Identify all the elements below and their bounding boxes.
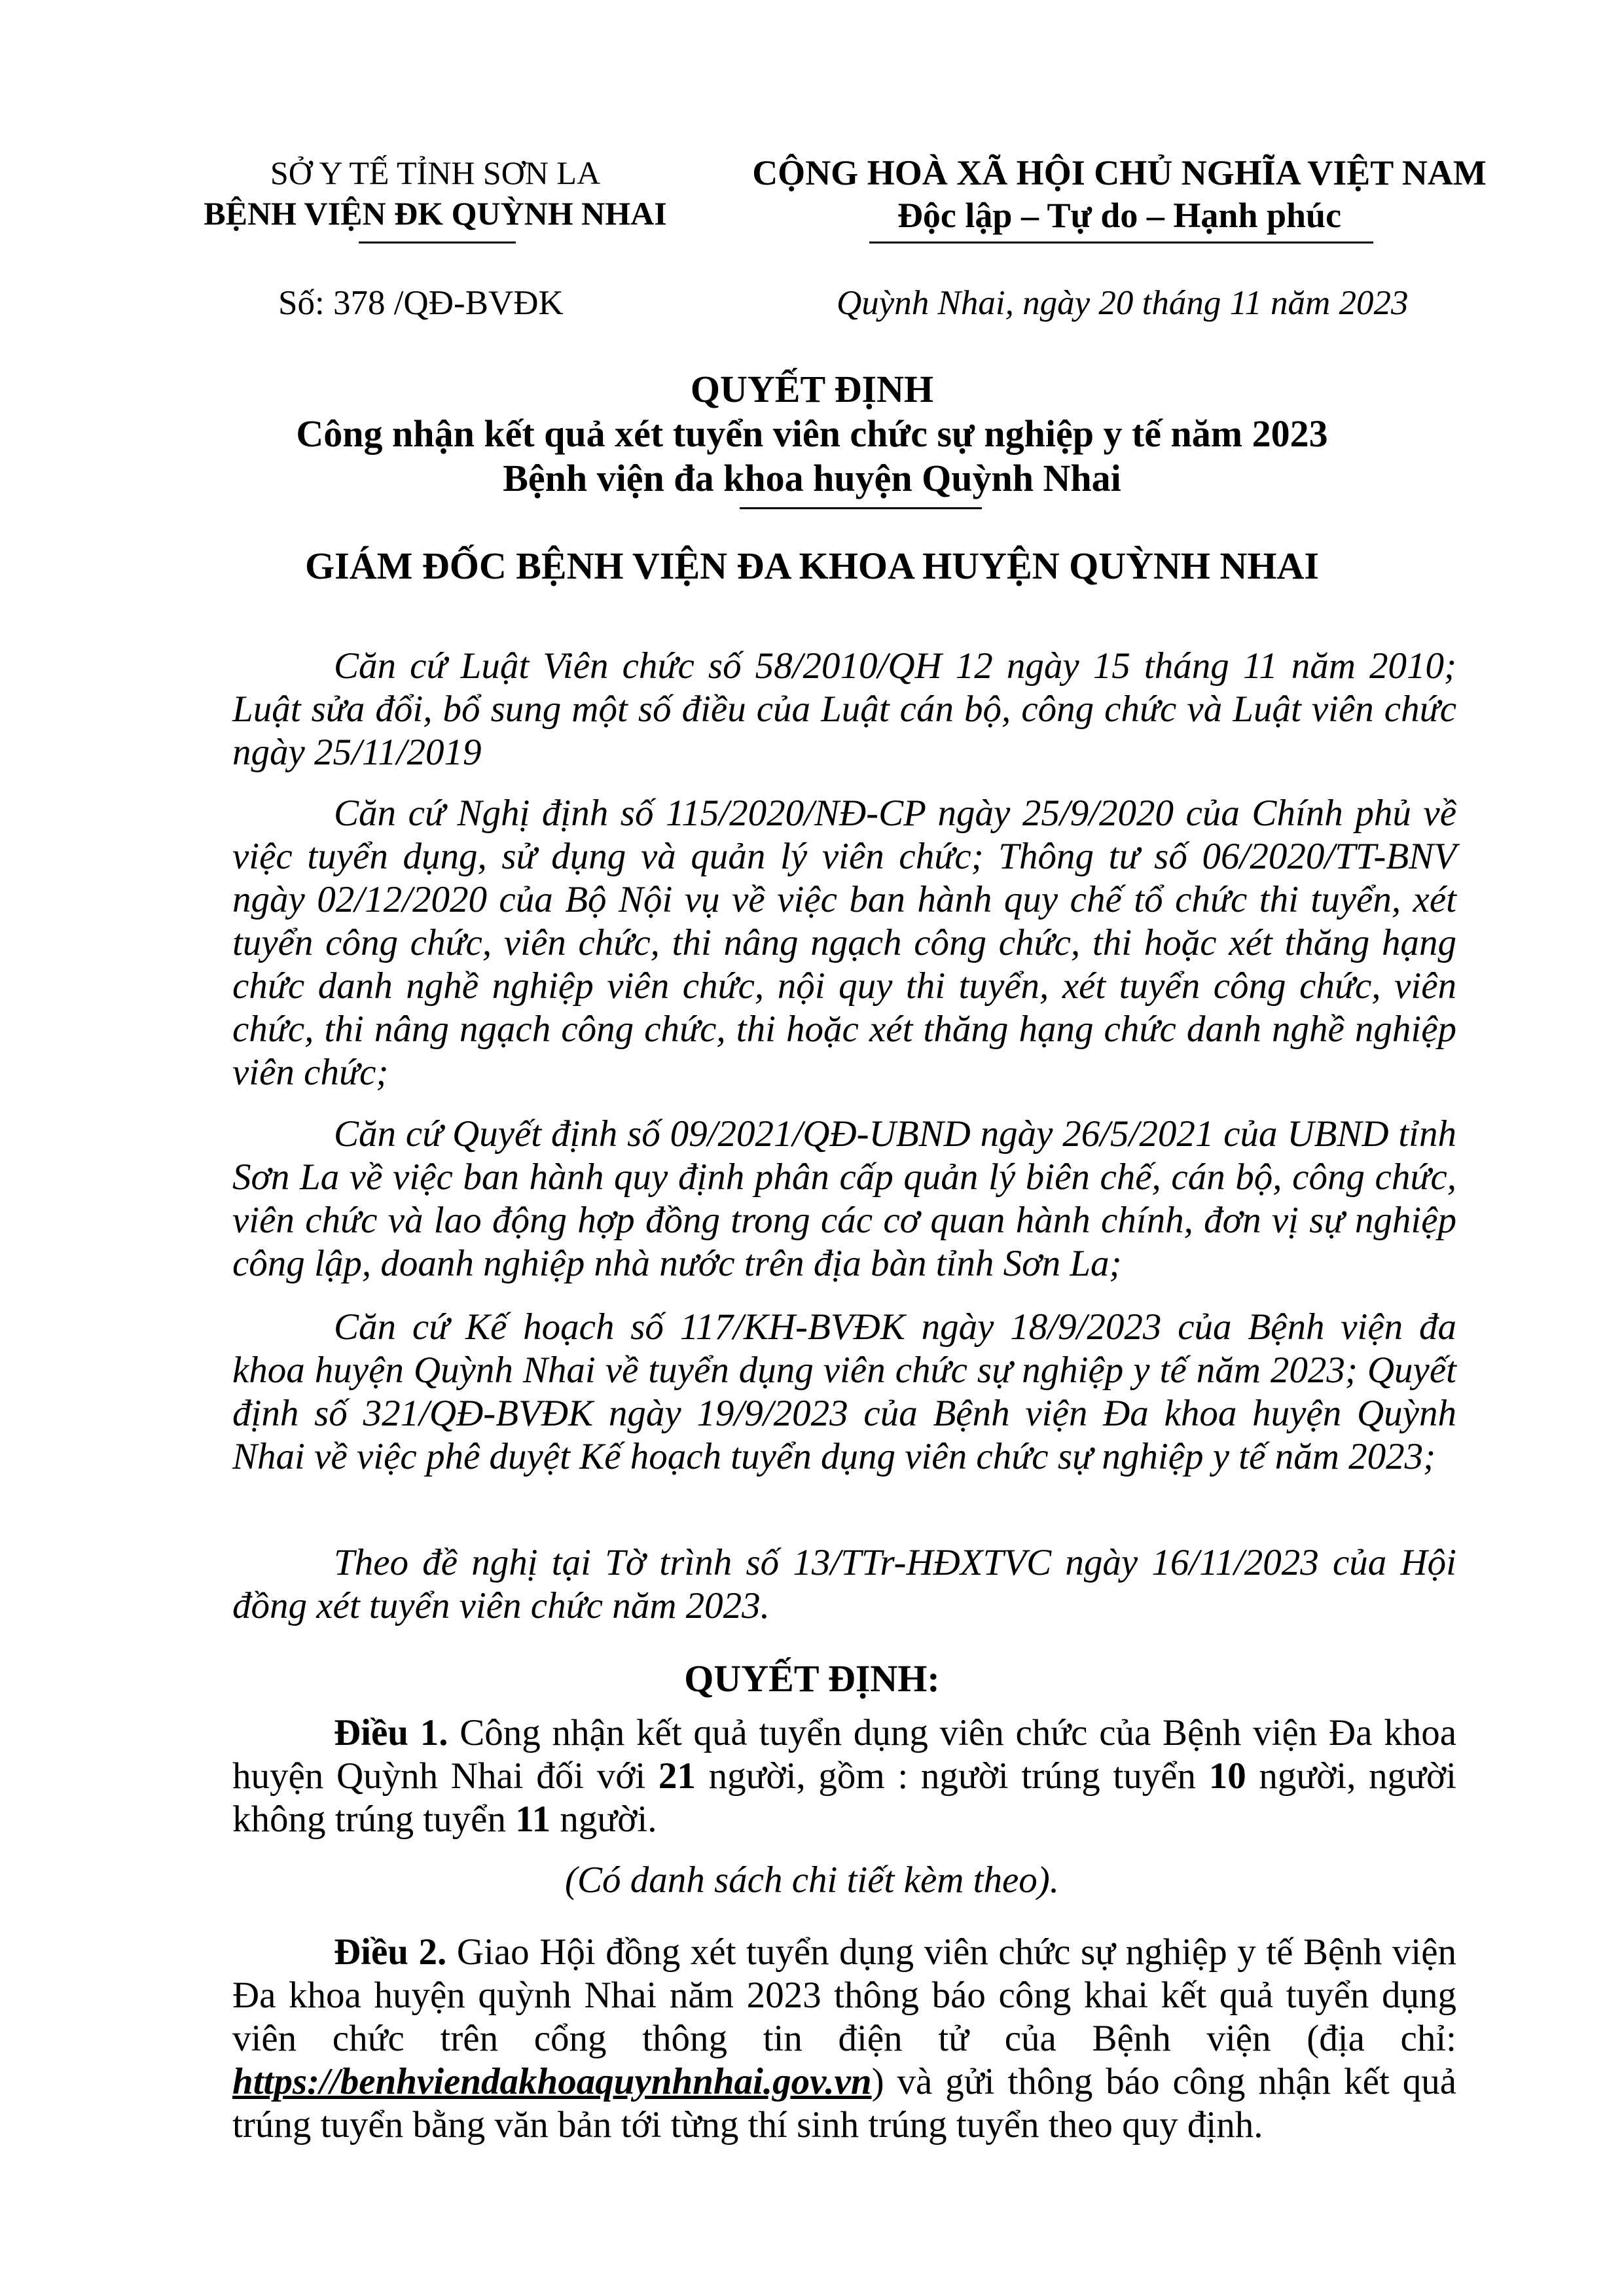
- article-2-text: Giao Hội đồng xét tuyển dụng viên chức sự nghiệp y tế Bệnh viện Đa khoa huyện quỳnh Nhai năm 2023 thông báo công khai kết quả tuyển dụng viên chức trên cổng thông tin điện tử của Bệnh viện (địa chỉ:: [232, 1931, 1457, 2059]
- agency-name: SỞ Y TẾ TỈNH SƠN LA: [270, 154, 601, 191]
- document-number: Số: 378 /QĐ-BVĐK: [278, 284, 564, 322]
- fail-count: 11: [515, 1799, 551, 1840]
- legal-basis-5: Theo đề nghị tại Tờ trình số 13/TTr-HĐXTVC ngày 16/11/2023 của Hội đồng xét tuyển viên chức năm 2023.: [232, 1542, 1456, 1626]
- decision-subject-line2: Bệnh viện đa khoa huyện Quỳnh Nhai: [503, 457, 1121, 499]
- decides-heading: QUYẾT ĐỊNH:: [684, 1657, 940, 1700]
- title-underline: [740, 507, 982, 509]
- article-2-label: Điều 2.: [334, 1931, 447, 1973]
- legal-basis-3: Căn cứ Quyết định số 09/2021/QĐ-UBND ngày 26/5/2021 của UBND tỉnh Sơn La về việc ban hành quy định phân cấp quản lý biên chế, cán bộ, công chức, viên chức và lao động hợp đồng trong các cơ quan hành chính, đơn vị sự nghiệp công lập, doanh nghiệp nhà nước trên địa bàn tỉnh Sơn La;: [232, 1113, 1456, 1284]
- article-1-text: người, người không trúng tuyển: [232, 1755, 1457, 1840]
- article-2: [232, 1931, 1456, 2147]
- nation-name: CỘNG HOÀ XÃ HỘI CHỦ NGHĨA VIỆT NAM: [752, 153, 1487, 192]
- left-header-underline: [359, 242, 516, 243]
- legal-basis-1: Căn cứ Luật Viên chức số 58/2010/QH 12 ngày 15 tháng 11 năm 2010; Luật sửa đổi, bổ sung một số điều của Luật cán bộ, công chức và Luật viên chức ngày 25/11/2019: [232, 645, 1456, 773]
- decision-title: QUYẾT ĐỊNH: [690, 368, 934, 410]
- place-and-date: Quỳnh Nhai, ngày 20 tháng 11 năm 2023: [837, 284, 1409, 322]
- article-1: [232, 1712, 1456, 1841]
- total-count: 21: [658, 1755, 696, 1797]
- legal-basis-2: Căn cứ Nghị định số 115/2020/NĐ-CP ngày 25/9/2020 của Chính phủ về việc tuyển dụng, sử dụng và quản lý viên chức; Thông tư số 06/2020/TT-BNV ngày 02/12/2020 của Bộ Nội vụ về việc ban hành quy chế tổ chức thi tuyển, xét tuyển công chức, viên chức, thi nâng ngạch công chức, thi hoặc xét thăng hạng chức danh nghề nghiệp viên chức, nội quy thi tuyển, xét tuyển công chức, viên chức, thi nâng ngạch công chức, thi hoặc xét thăng hạng chức danh nghề nghiệp viên chức;: [232, 793, 1456, 1093]
- article-1-text: Công nhận kết quả tuyển dụng viên chức của Bệnh viện Đa khoa huyện Quỳnh Nhai đối với: [232, 1712, 1456, 1797]
- hospital-name: BỆNH VIỆN ĐK QUỲNH NHAI: [204, 195, 667, 232]
- article-1-text: người, gồm : người trúng tuyển: [695, 1755, 1209, 1797]
- pass-count: 10: [1208, 1755, 1246, 1797]
- portal-link[interactable]: https://benhviendakhoaquynhnhai.gov.vn: [232, 2061, 872, 2102]
- national-motto: Độc lập – Tự do – Hạnh phúc: [897, 196, 1342, 235]
- article-1-text: người.: [550, 1799, 657, 1840]
- legal-basis-4: Căn cứ Kế hoạch số 117/KH-BVĐK ngày 18/9/2023 của Bệnh viện đa khoa huyện Quỳnh Nhai về tuyển dụng viên chức sự nghiệp y tế năm 2023; Quyết định số 321/QĐ-BVĐK ngày 19/9/2023 của Bệnh viện Đa khoa huyện Quỳnh Nhai về việc phê duyệt Kế hoạch tuyển dụng viên chức sự nghiệp y tế năm 2023;: [232, 1306, 1456, 1477]
- issuing-authority: GIÁM ĐỐC BỆNH VIỆN ĐA KHOA HUYỆN QUỲNH NHAI: [305, 545, 1319, 587]
- attachment-note: (Có danh sách chi tiết kèm theo).: [564, 1859, 1060, 1901]
- motto-underline: [869, 242, 1373, 243]
- article-1-label: Điều 1.: [334, 1712, 448, 1753]
- decision-subject-line1: Công nhận kết quả xét tuyển viên chức sự nghiệp y tế năm 2023: [296, 412, 1328, 455]
- article-2-text: ) và gửi thông báo công nhận kết quả trúng tuyển bằng văn bản tới từng thí sinh trúng tuyển theo quy định.: [232, 2061, 1456, 2145]
